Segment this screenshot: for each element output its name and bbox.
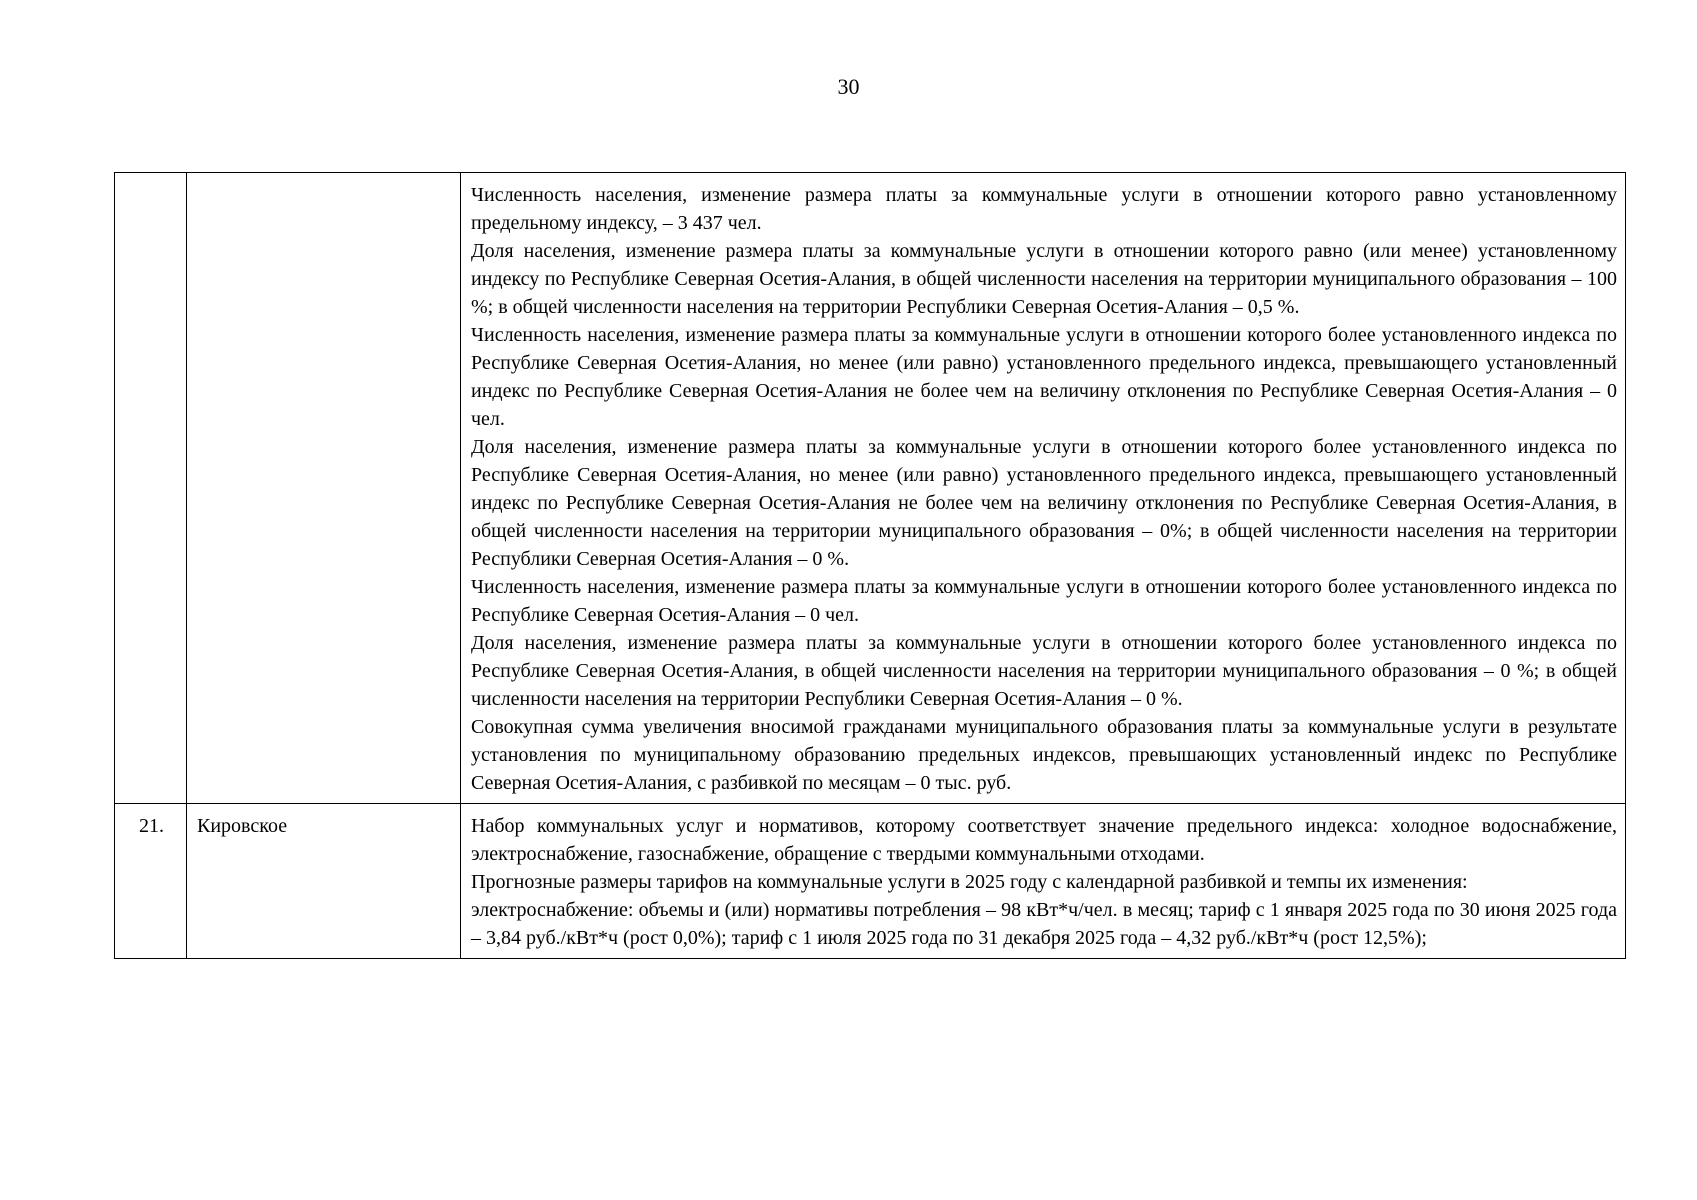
paragraph: Доля населения, изменение размера платы за коммунальные услуги в отношении которого более установленного индекса по Республике Северная Осетия-Алания, но менее (или равно) установленного предельного индекса, превышающего установленный индекс по Республике Северная Осетия-Алания не более чем на величину отклонения по Республике Северная Осетия-Алания, в общей численности населения на территории муниципального образования – 0%; в общей численности населения на территории Республики Северная Осетия-Алания – 0 %. bbox=[471, 436, 1617, 570]
table-row bbox=[115, 173, 1626, 804]
municipality-name bbox=[187, 173, 461, 804]
paragraph: Доля населения, изменение размера платы за коммунальные услуги в отношении которого более установленного индекса по Республике Северная Осетия-Алания, в общей численности населения на территории муниципального образования – 0 %; в общей численности населения на территории Республики Северная Осетия-Алания – 0 %. bbox=[471, 632, 1617, 710]
paragraph: Доля населения, изменение размера платы за коммунальные услуги в отношении которого равно (или менее) установленному индексу по Республике Северная Осетия-Алания, в общей численности населения на территории муниципального образования – 100 %; в общей численности населения на территории Республики Северная Осетия-Алания – 0,5 %. bbox=[471, 240, 1617, 318]
row-number bbox=[115, 173, 187, 804]
municipality-table bbox=[114, 172, 1626, 959]
page-number: 30 bbox=[837, 74, 860, 99]
row-number: 21. bbox=[115, 804, 187, 959]
paragraph: Прогнозные размеры тарифов на коммунальные услуги в 2025 году с календарной разбивкой и темпы их изменения: bbox=[471, 871, 1468, 893]
paragraph: электроснабжение: объемы и (или) нормативы потребления – 98 кВт*ч/чел. в месяц; тариф с 1 января 2025 года по 30 июня 2025 года – 3,84 руб./кВт*ч (рост 0,0%); тариф с 1 июля 2025 года по 31 декабря 2025 года – 4,32 руб./кВт*ч (рост 12,5%); bbox=[471, 899, 1617, 949]
paragraph: Совокупная сумма увеличения вносимой гражданами муниципального образования платы за коммунальные услуги в результате установления по муниципальному образованию предельных индексов, превышающих установленный индекс по Республике Северная Осетия-Алания, с разбивкой по месяцам – 0 тыс. руб. bbox=[471, 716, 1617, 794]
paragraph: Численность населения, изменение размера платы за коммунальные услуги в отношении которого более установленного индекса по Республике Северная Осетия-Алания – 0 чел. bbox=[471, 576, 1617, 626]
row-description bbox=[461, 804, 1626, 959]
table-row bbox=[115, 804, 1626, 959]
municipality-name: Кировское bbox=[187, 804, 461, 959]
paragraph: Численность населения, изменение размера платы за коммунальные услуги в отношении которого равно установленному предельному индексу, – 3 437 чел. bbox=[471, 184, 1617, 234]
row-description bbox=[461, 173, 1626, 804]
paragraph: Набор коммунальных услуг и нормативов, которому соответствует значение предельного индекса: холодное водоснабжение, электроснабжение, газоснабжение, обращение с твердыми коммунальными отходами. bbox=[471, 815, 1617, 865]
paragraph: Численность населения, изменение размера платы за коммунальные услуги в отношении которого более установленного индекса по Республике Северная Осетия-Алания, но менее (или равно) установленного предельного индекса, превышающего установленный индекс по Республике Северная Осетия-Алания не более чем на величину отклонения по Республике Северная Осетия-Алания – 0 чел. bbox=[471, 324, 1617, 430]
